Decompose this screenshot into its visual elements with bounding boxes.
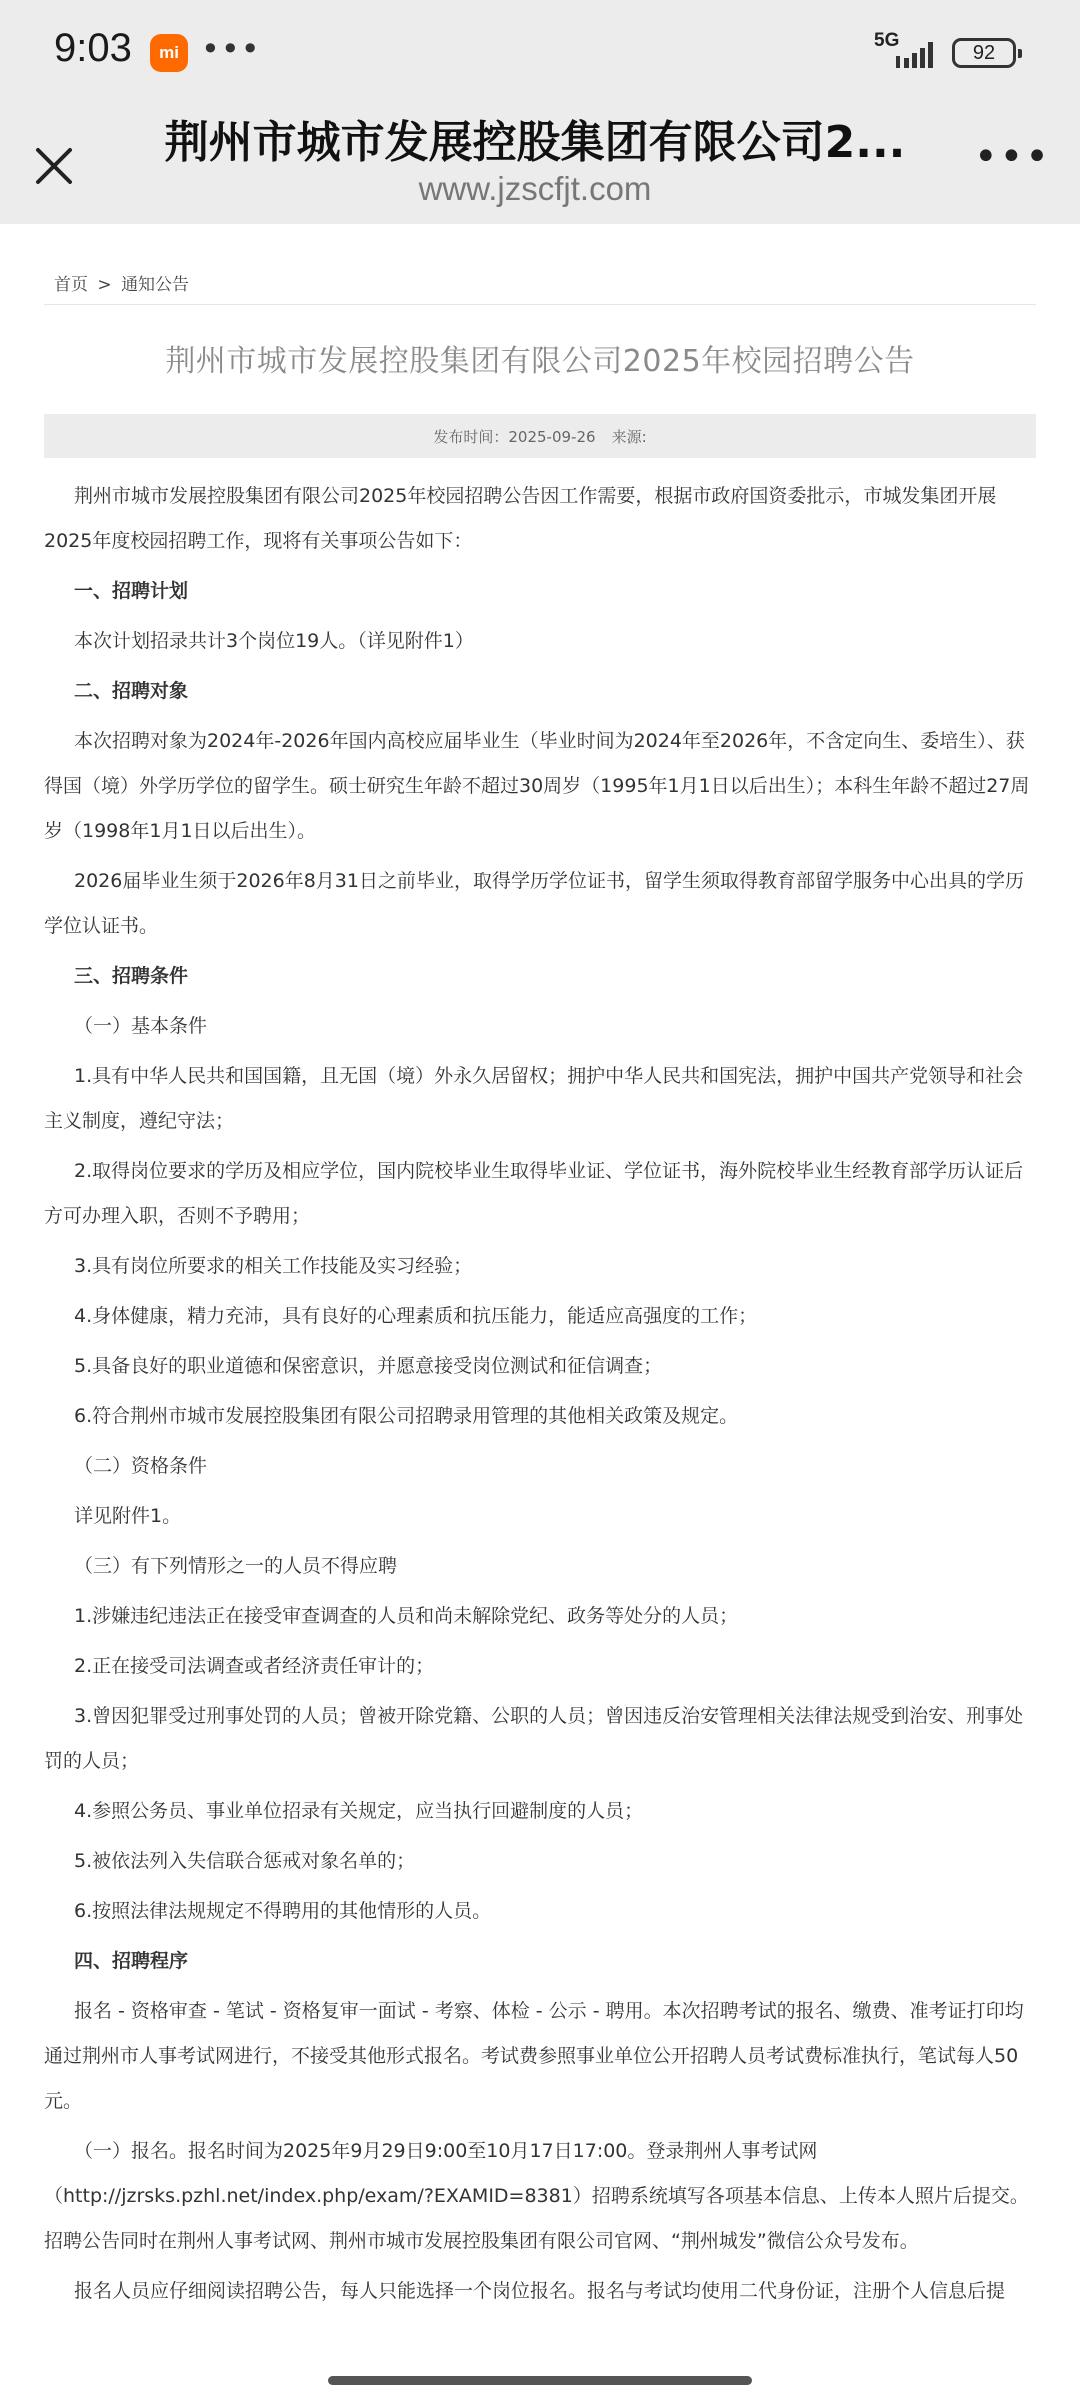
article-paragraph: 报名 - 资格审查 - 笔试 - 资格复审一面试 - 考察、体检 - 公示 - 聘用。本次招聘考试的报名、缴费、准考证打印均通过荆州市人事考试网进行，不接受其他形式报名。考试费参照事业单位公开招聘人员考试费标准执行，笔试每人50元。 — [44, 2000, 1024, 2112]
article-paragraph: 6.符合荆州市城市发展控股集团有限公司招聘录用管理的其他相关政策及规定。 — [74, 1405, 739, 1427]
article-paragraph: 本次计划招录共计3个岗位19人。（详见附件1） — [74, 630, 474, 652]
article-paragraph: 2.正在接受司法调查或者经济责任审计的； — [74, 1655, 435, 1677]
article-paragraph: 2.取得岗位要求的学历及相应学位，国内院校毕业生取得毕业证、学位证书，海外院校毕业生经教育部学历认证后方可办理入职，否则不予聘用； — [44, 1160, 1024, 1227]
subsection-heading: （三）有下列情形之一的人员不得应聘 — [74, 1555, 398, 1577]
article-paragraph: 4.身体健康，精力充沛，具有良好的心理素质和抗压能力，能适应高强度的工作； — [74, 1305, 758, 1327]
article-paragraph: 荆州市城市发展控股集团有限公司2025年校园招聘公告因工作需要，根据市政府国资委批示，市城发集团开展2025年度校园招聘工作，现将有关事项公告如下： — [44, 485, 997, 552]
article-paragraph: 6.按照法律法规规定不得聘用的其他情形的人员。 — [74, 1900, 492, 1922]
breadcrumb-home[interactable]: 首页 — [54, 275, 88, 295]
battery-icon: 92 — [952, 38, 1016, 68]
publish-time: 发布时间：2025-09-26 — [433, 427, 596, 446]
page-url[interactable]: www.jzscfjt.com — [418, 170, 652, 207]
network-type: 5G — [874, 30, 900, 51]
web-content — [0, 224, 1080, 2400]
close-button[interactable] — [28, 132, 84, 188]
status-time: 9:03 — [54, 26, 132, 70]
article-paragraph: 3.曾因犯罪受过刑事处罚的人员；曾被开除党籍、公职的人员；曾因违反治安管理相关法律法规受到治安、刑事处罚的人员； — [44, 1705, 1024, 1772]
article-paragraph: 1.具有中华人民共和国国籍，且无国（境）外永久居留权；拥护中华人民共和国宪法，拥护中国共产党领导和社会主义制度，遵纪守法； — [44, 1065, 1024, 1132]
mi-app-icon: mi — [150, 34, 188, 72]
article-paragraph: （一）报名。报名时间为2025年9月29日9:00至10月17日17:00。登录荆州人事考试网（http://jzrsks.pzhl.net/index.php/exam/?EXAMID=8381）招聘系统填写各项基本信息、上传本人照片后提交。招聘公告同时在荆州人事考试网、荆州市城市发展控股集团有限公司官网、“荆州城发”微信公众号发布。 — [44, 2140, 1029, 2252]
subsection-heading: （一）基本条件 — [74, 1015, 208, 1037]
article-paragraph: 5.被依法列入失信联合惩戒对象名单的； — [74, 1850, 416, 1872]
notification-more-icon: ••• — [201, 30, 261, 68]
section-heading: 四、招聘程序 — [74, 1950, 189, 1972]
subsection-heading: （二）资格条件 — [74, 1455, 208, 1477]
close-icon — [28, 132, 84, 188]
section-heading: 一、招聘计划 — [74, 580, 189, 602]
section-heading: 二、招聘对象 — [74, 680, 189, 702]
divider — [44, 304, 1036, 305]
article-paragraph: 3.具有岗位所要求的相关工作技能及实习经验； — [74, 1255, 473, 1277]
breadcrumb-separator: > — [97, 275, 112, 295]
article-paragraph: 2026届毕业生须于2026年8月31日之前毕业，取得学历学位证书，留学生须取得教育部留学服务中心出具的学历学位认证书。 — [44, 870, 1024, 937]
breadcrumb-current[interactable]: 通知公告 — [121, 275, 190, 295]
page-title: 荆州市城市发展控股集团有限公司2... — [164, 117, 906, 168]
article-paragraph: 详见附件1。 — [74, 1505, 182, 1527]
breadcrumb — [54, 270, 193, 295]
article-body — [44, 474, 1036, 2319]
article-title: 荆州市城市发展控股集团有限公司2025年校园招聘公告 — [165, 344, 915, 379]
section-heading: 三、招聘条件 — [74, 965, 189, 987]
article-meta — [44, 414, 1036, 458]
article-paragraph: 本次招聘对象为2024年-2026年国内高校应届毕业生（毕业时间为2024年至2026年，不含定向生、委培生）、获得国（境）外学历学位的留学生。硕士研究生年龄不超过30周岁（1995年1月1日以后出生）；本科生年龄不超过27周岁（1998年1月1日以后出生）。 — [44, 730, 1030, 842]
article-paragraph: 1.涉嫌违纪违法正在接受审查调查的人员和尚未解除党纪、政务等处分的人员； — [74, 1605, 739, 1627]
status-bar — [0, 0, 1080, 106]
article-paragraph: 5.具备良好的职业道德和保密意识，并愿意接受岗位测试和征信调查； — [74, 1355, 663, 1377]
more-options-button[interactable]: ••• — [974, 134, 1051, 180]
article-paragraph: 报名人员应仔细阅读招聘公告，每人只能选择一个岗位报名。报名与考试均使用二代身份证，注册个人信息后提 — [74, 2280, 1006, 2302]
browser-title-bar — [0, 106, 1080, 224]
article-source: 来源: — [611, 427, 647, 446]
article-paragraph: 4.参照公务员、事业单位招录有关规定，应当执行回避制度的人员； — [74, 1800, 644, 1822]
home-indicator[interactable] — [328, 2376, 752, 2385]
signal-icon — [874, 30, 926, 74]
